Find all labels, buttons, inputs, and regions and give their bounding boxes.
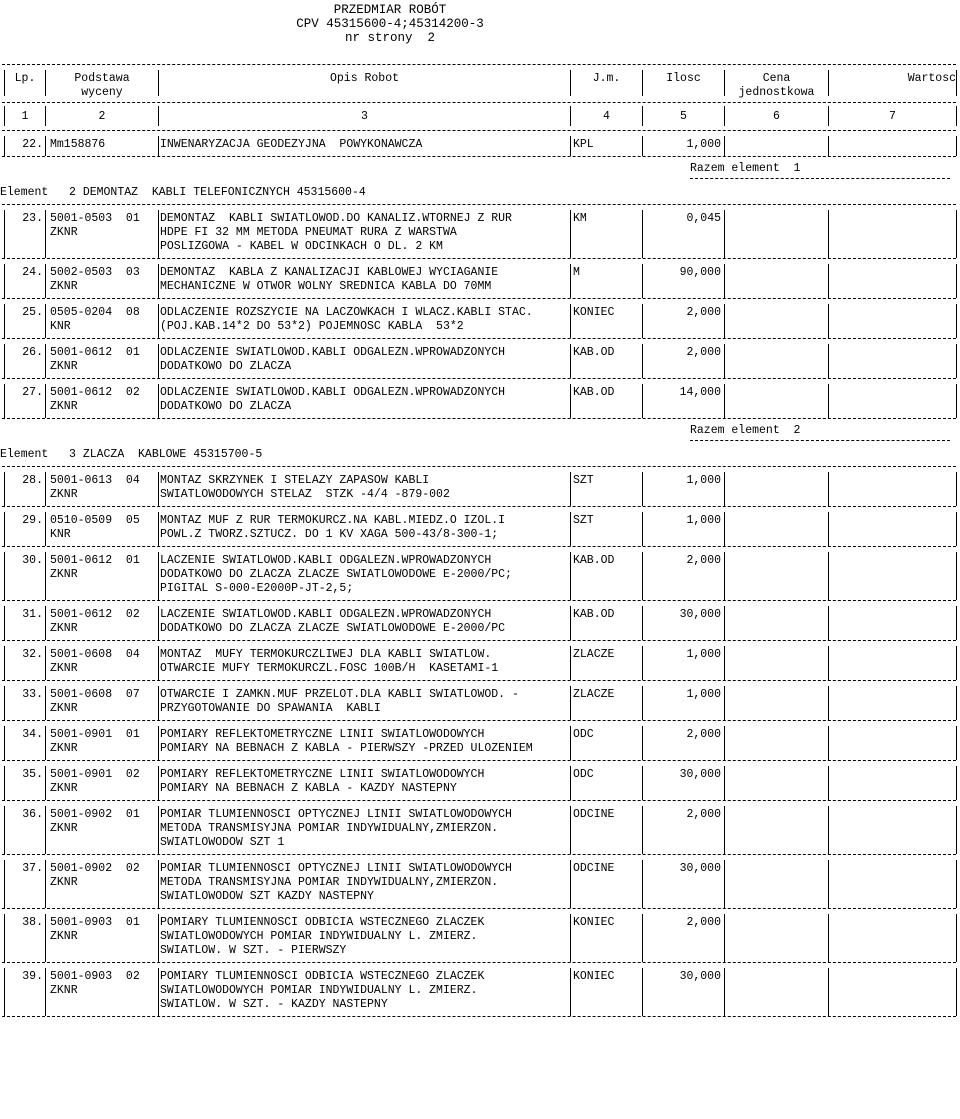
item-description: METODA TRANSMISYJNA POMIAR INDYWIDUALNY,ZMIERZON. (160, 876, 499, 889)
item-description: SWIATLOWODOW SZT KAZDY NASTEPNY (160, 890, 374, 903)
column-divider (45, 766, 46, 800)
column-divider (828, 344, 829, 378)
item-quantity: 1,000 (686, 138, 721, 151)
column-divider (828, 210, 829, 258)
column-divider (724, 210, 725, 258)
column-divider (828, 264, 829, 298)
column-number: 2 (98, 110, 106, 123)
item-description: HDPE FI 32 MM METODA PNEUMAT RURA Z WARSTWA (160, 226, 457, 239)
row-rule (2, 640, 956, 641)
item-code: ZKNR (50, 226, 78, 239)
item-number: 32. (22, 648, 43, 661)
item-number: 37. (22, 862, 43, 875)
row-rule (2, 1016, 956, 1017)
cpv-codes: CPV 45315600-4;45314200-3 (296, 17, 484, 31)
column-divider (570, 968, 571, 1016)
item-code: 0505-0204 08 (50, 306, 140, 319)
item-description: POMIARY TLUMIENNOSCI ODBICIA WSTECZNEGO ZLACZEK (160, 916, 485, 929)
item-code: ZKNR (50, 280, 78, 293)
item-code: ZKNR (50, 568, 78, 581)
column-divider (956, 806, 957, 854)
row-rule (2, 298, 956, 299)
item-code: ZKNR (50, 782, 78, 795)
item-description: POMIAR TLUMIENNOSCI OPTYCZNEJ LINII SWIATLOWODOWYCH (160, 808, 512, 821)
numbers-rule (2, 130, 956, 131)
item-unit: ODC (573, 768, 594, 781)
column-divider (570, 472, 571, 506)
column-divider (956, 304, 957, 338)
column-divider (724, 968, 725, 1016)
item-code: ZKNR (50, 930, 78, 943)
column-divider (956, 472, 957, 506)
item-quantity: 30,000 (679, 970, 721, 983)
item-code: ZKNR (50, 360, 78, 373)
item-quantity: 2,000 (686, 808, 721, 821)
column-divider (570, 686, 571, 720)
column-divider (828, 136, 829, 156)
element-rule (2, 466, 956, 467)
item-description: POMIAR TLUMIENNOSCI OPTYCZNEJ LINII SWIATLOWODOWYCH (160, 862, 512, 875)
item-description: SWIATLOW. W SZT. - PIERWSZY (160, 944, 347, 957)
column-divider (45, 914, 46, 962)
row-rule (2, 962, 956, 963)
item-description: SWIATLOWODOWYCH STELAZ STZK -4/4 -879-002 (160, 488, 450, 501)
item-code: 5001-0612 02 (50, 608, 140, 621)
column-divider (570, 210, 571, 258)
item-code: 5001-0503 01 (50, 212, 140, 225)
item-unit: KONIEC (573, 970, 615, 983)
column-divider (158, 686, 159, 720)
item-unit: KAB.OD (573, 608, 615, 621)
item-code: 0510-0509 05 (50, 514, 140, 527)
item-description: POMIARY REFLEKTOMETRYCZNE LINII SWIATLOWODOWYCH (160, 728, 485, 741)
column-divider (570, 512, 571, 546)
item-description: ODLACZENIE SWIATLOWOD.KABLI ODGALEZN.WPROWADZONYCH (160, 346, 506, 359)
item-code: 5001-0901 01 (50, 728, 140, 741)
column-divider (570, 860, 571, 908)
column-divider (828, 860, 829, 908)
column-divider (158, 210, 159, 258)
item-description: POMIARY NA BEBNACH Z KABLA - PIERWSZY -PRZED ULOZENIEM (160, 742, 533, 755)
item-number: 24. (22, 266, 43, 279)
item-code: 5001-0612 01 (50, 346, 140, 359)
item-description: DODATKOWO DO ZLACZA ZLACZE SWIATLOWODOWE E-2000/PC (160, 622, 506, 635)
item-number: 34. (22, 728, 43, 741)
row-rule (2, 378, 956, 379)
item-description: SWIATLOWODOW SZT 1 (160, 836, 285, 849)
column-divider (45, 806, 46, 854)
total-underline (690, 178, 950, 179)
column-divider (570, 264, 571, 298)
row-rule (2, 854, 956, 855)
column-divider (724, 512, 725, 546)
column-divider (570, 552, 571, 600)
column-divider (158, 726, 159, 760)
header-lp: Lp. (14, 72, 36, 85)
column-divider (828, 606, 829, 640)
column-divider (45, 726, 46, 760)
column-divider (956, 210, 957, 258)
header-jm: J.m. (592, 72, 621, 85)
column-divider (724, 264, 725, 298)
column-divider (45, 646, 46, 680)
item-code: 5001-0903 01 (50, 916, 140, 929)
column-divider (956, 70, 957, 96)
item-code: 5001-0903 02 (50, 970, 140, 983)
column-divider (724, 472, 725, 506)
column-divider (570, 726, 571, 760)
column-divider (956, 512, 957, 546)
item-quantity: 2,000 (686, 554, 721, 567)
column-divider (828, 384, 829, 418)
column-divider (956, 606, 957, 640)
item-quantity: 2,000 (686, 346, 721, 359)
column-divider (956, 646, 957, 680)
item-code: Mm158876 (50, 138, 106, 151)
column-divider (45, 304, 46, 338)
item-quantity: 1,000 (686, 648, 721, 661)
column-divider (158, 512, 159, 546)
column-divider (158, 136, 159, 156)
item-number: 28. (22, 474, 43, 487)
document-title: PRZEDMIAR ROBÓT (333, 3, 447, 17)
column-divider (724, 384, 725, 418)
column-divider (570, 304, 571, 338)
item-unit: KONIEC (573, 916, 615, 929)
header-cena: Cena (762, 72, 791, 85)
item-description: PRZYGOTOWANIE DO SPAWANIA KABLI (160, 702, 381, 715)
item-description: MECHANICZNE W OTWOR WOLNY SREDNICA KABLA DO 70MM (160, 280, 492, 293)
item-number: 35. (22, 768, 43, 781)
item-description: MONTAZ MUF Z RUR TERMOKURCZ.NA KABL.MIEDZ.O IZOL.I (160, 514, 506, 527)
column-divider (45, 136, 46, 156)
header-opis: Opis Robot (329, 72, 399, 85)
column-divider (956, 552, 957, 600)
item-unit: M (573, 266, 580, 279)
column-divider (158, 860, 159, 908)
column-divider (724, 860, 725, 908)
item-description: ODLACZENIE ROZSZYCIE NA LACZOWKACH I WLACZ.KABLI STAC. (160, 306, 533, 319)
column-divider (158, 384, 159, 418)
element-rule (2, 204, 956, 205)
column-divider (724, 646, 725, 680)
item-quantity: 14,000 (679, 386, 721, 399)
item-code: ZKNR (50, 876, 78, 889)
item-unit: KAB.OD (573, 386, 615, 399)
column-divider (724, 304, 725, 338)
item-number: 38. (22, 916, 43, 929)
item-unit: KAB.OD (573, 346, 615, 359)
column-divider (828, 472, 829, 506)
item-quantity: 2,000 (686, 306, 721, 319)
column-divider (828, 512, 829, 546)
table-top-rule (2, 64, 956, 65)
column-divider (724, 552, 725, 600)
column-divider (45, 860, 46, 908)
item-description: POWL.Z TWORZ.SZTUCZ. DO 1 KV XAGA 500-43/8-300-1; (160, 528, 499, 541)
item-unit: KPL (573, 138, 594, 151)
item-description: MONTAZ SKRZYNEK I STELAZY ZAPASOW KABLI (160, 474, 430, 487)
item-code: 5001-0612 01 (50, 554, 140, 567)
row-rule (2, 720, 956, 721)
item-number: 22. (22, 138, 43, 151)
item-quantity: 2,000 (686, 916, 721, 929)
column-divider (158, 806, 159, 854)
column-divider (570, 806, 571, 854)
item-unit: ODCINE (573, 862, 615, 875)
column-divider (45, 264, 46, 298)
item-number: 26. (22, 346, 43, 359)
column-divider (158, 472, 159, 506)
column-number: 3 (361, 110, 368, 123)
item-description: PIGITAL S-000-E2000P-JT-2,5; (160, 582, 354, 595)
column-divider (158, 552, 159, 600)
column-divider (724, 726, 725, 760)
item-description: ODLACZENIE SWIATLOWOD.KABLI ODGALEZN.WPROWADZONYCH (160, 386, 506, 399)
item-description: INWENARYZACJA GEODEZYJNA POWYKONAWCZA (160, 138, 423, 151)
item-unit: ZLACZE (573, 688, 615, 701)
item-description: POMIARY REFLEKTOMETRYCZNE LINII SWIATLOWODOWYCH (160, 768, 485, 781)
column-divider (828, 968, 829, 1016)
column-divider (570, 914, 571, 962)
item-code: 5001-0901 02 (50, 768, 140, 781)
column-divider (45, 606, 46, 640)
column-divider (956, 264, 957, 298)
column-divider (45, 384, 46, 418)
item-description: OTWARCIE I ZAMKN.MUF PRZELOT.DLA KABLI SWIATLOWOD. - (160, 688, 519, 701)
column-divider (158, 766, 159, 800)
item-code: ZKNR (50, 984, 78, 997)
column-divider (158, 914, 159, 962)
column-divider (956, 106, 957, 126)
row-rule (2, 546, 956, 547)
item-quantity: 1,000 (686, 474, 721, 487)
item-code: ZKNR (50, 488, 78, 501)
item-description: OTWARCIE MUFY TERMOKURCZL.FOSC 100B/H KASETAMI-1 (160, 662, 499, 675)
item-description: (POJ.KAB.14*2 DO 53*2) POJEMNOSC KABLA 53*2 (160, 320, 464, 333)
column-divider (956, 726, 957, 760)
row-rule (2, 338, 956, 339)
item-quantity: 30,000 (679, 862, 721, 875)
item-description: DEMONTAZ KABLA Z KANALIZACJI KABLOWEJ WYCIAGANIE (160, 266, 499, 279)
header-ilosc: Ilosc (666, 72, 701, 85)
column-divider (956, 686, 957, 720)
column-divider (956, 968, 957, 1016)
item-description: SWIATLOWODOWYCH POMIAR INDYWIDUALNY L. ZMIERZ. (160, 930, 478, 943)
item-description: DODATKOWO DO ZLACZA (160, 400, 292, 413)
item-code: ZKNR (50, 822, 78, 835)
item-quantity: 30,000 (679, 608, 721, 621)
item-description: POMIARY NA BEBNACH Z KABLA - KAZDY NASTEPNY (160, 782, 457, 795)
item-unit: ODCINE (573, 808, 615, 821)
item-description: MONTAZ MUFY TERMOKURCZLIWEJ DLA KABLI SWIATLOW. (160, 648, 492, 661)
item-description: LACZENIE SWIATLOWOD.KABLI ODGALEZN.WPROWADZONYCH (160, 554, 492, 567)
column-number: 1 (21, 110, 29, 123)
item-unit: KM (573, 212, 587, 225)
item-number: 23. (22, 212, 43, 225)
item-code: 5001-0608 04 (50, 648, 140, 661)
header-podstawa-2: wyceny (81, 86, 123, 99)
row-rule (2, 418, 956, 419)
row-rule (2, 600, 956, 601)
column-divider (956, 766, 957, 800)
column-divider (956, 914, 957, 962)
row-rule (2, 156, 956, 157)
item-number: 33. (22, 688, 43, 701)
column-divider (956, 860, 957, 908)
item-code: 5002-0503 03 (50, 266, 140, 279)
total-underline (690, 440, 950, 441)
item-code: 5001-0902 02 (50, 862, 140, 875)
item-unit: ODC (573, 728, 594, 741)
column-number: 4 (603, 110, 610, 123)
column-divider (45, 686, 46, 720)
header-podstawa: Podstawa (74, 72, 130, 85)
item-code: ZKNR (50, 622, 78, 635)
column-divider (158, 606, 159, 640)
row-rule (2, 908, 956, 909)
column-divider (45, 552, 46, 600)
column-divider (158, 264, 159, 298)
column-divider (956, 136, 957, 156)
item-number: 25. (22, 306, 43, 319)
row-rule (2, 800, 956, 801)
column-divider (828, 646, 829, 680)
column-divider (724, 606, 725, 640)
element-total: Razem element 2 (690, 424, 801, 437)
item-code: ZKNR (50, 702, 78, 715)
item-description: DODATKOWO DO ZLACZA ZLACZE SWIATLOWODOWE E-2000/PC; (160, 568, 512, 581)
item-code: KNR (50, 320, 71, 333)
column-divider (158, 968, 159, 1016)
item-unit: KAB.OD (573, 554, 615, 567)
element-total: Razem element 1 (690, 162, 801, 175)
column-number: 7 (889, 110, 896, 123)
column-divider (828, 304, 829, 338)
column-divider (828, 766, 829, 800)
column-divider (828, 686, 829, 720)
column-divider (724, 914, 725, 962)
column-divider (956, 344, 957, 378)
item-number: 31. (22, 608, 43, 621)
item-description: SWIATLOWODOWYCH POMIAR INDYWIDUALNY L. ZMIERZ. (160, 984, 478, 997)
header-wartosc: Wartosc (907, 72, 956, 85)
item-number: 29. (22, 514, 43, 527)
item-code: 5001-0608 07 (50, 688, 140, 701)
column-divider (158, 344, 159, 378)
row-rule (2, 680, 956, 681)
column-divider (45, 512, 46, 546)
column-divider (570, 344, 571, 378)
column-divider (828, 806, 829, 854)
column-divider (45, 210, 46, 258)
column-divider (45, 344, 46, 378)
item-quantity: 90,000 (679, 266, 721, 279)
column-divider (828, 914, 829, 962)
item-description: SWIATLOW. W SZT. - KAZDY NASTEPNY (160, 998, 388, 1011)
item-number: 39. (22, 970, 43, 983)
item-unit: SZT (573, 474, 594, 487)
column-number: 6 (773, 110, 780, 123)
item-description: DODATKOWO DO ZLACZA (160, 360, 292, 373)
column-divider (570, 766, 571, 800)
item-quantity: 30,000 (679, 768, 721, 781)
column-divider (828, 552, 829, 600)
item-description: POMIARY TLUMIENNOSCI ODBICIA WSTECZNEGO ZLACZEK (160, 970, 485, 983)
column-divider (570, 136, 571, 156)
column-divider (724, 344, 725, 378)
column-divider (828, 726, 829, 760)
item-unit: SZT (573, 514, 594, 527)
item-quantity: 2,000 (686, 728, 721, 741)
header-cena-2: jednostkowa (738, 86, 815, 99)
item-description: POSLIZGOWA - KABEL W ODCINKACH O DL. 2 KM (160, 240, 443, 253)
column-divider (956, 384, 957, 418)
item-quantity: 1,000 (686, 514, 721, 527)
column-divider (570, 606, 571, 640)
item-description: METODA TRANSMISYJNA POMIAR INDYWIDUALNY,ZMIERZON. (160, 822, 499, 835)
element-header: Element 3 ZLACZA KABLOWE 45315700-5 (0, 448, 263, 461)
item-code: ZKNR (50, 742, 78, 755)
item-code: ZKNR (50, 400, 78, 413)
column-divider (158, 304, 159, 338)
item-description: LACZENIE SWIATLOWOD.KABLI ODGALEZN.WPROWADZONYCH (160, 608, 492, 621)
item-unit: ZLACZE (573, 648, 615, 661)
item-number: 30. (22, 554, 43, 567)
row-rule (2, 258, 956, 259)
column-divider (45, 472, 46, 506)
column-divider (724, 806, 725, 854)
item-unit: KONIEC (573, 306, 615, 319)
item-number: 27. (22, 386, 43, 399)
item-code: KNR (50, 528, 71, 541)
item-quantity: 0,045 (686, 212, 721, 225)
item-number: 36. (22, 808, 43, 821)
row-rule (2, 760, 956, 761)
row-rule (2, 506, 956, 507)
column-divider (45, 968, 46, 1016)
page-number: nr strony 2 (344, 31, 435, 45)
item-quantity: 1,000 (686, 688, 721, 701)
item-description: DEMONTAZ KABLI SWIATLOWOD.DO KANALIZ.WTORNEJ Z RUR (160, 212, 512, 225)
column-divider (158, 646, 159, 680)
column-divider (570, 646, 571, 680)
element-header: Element 2 DEMONTAZ KABLI TELEFONICZNYCH 45315600-4 (0, 186, 366, 199)
column-divider (724, 766, 725, 800)
item-code: 5001-0902 01 (50, 808, 140, 821)
item-code: ZKNR (50, 662, 78, 675)
column-divider (570, 384, 571, 418)
column-divider (724, 686, 725, 720)
item-code: 5001-0613 04 (50, 474, 140, 487)
column-number: 5 (680, 110, 687, 123)
header-rule (2, 102, 956, 103)
item-code: 5001-0612 02 (50, 386, 140, 399)
column-divider (724, 136, 725, 156)
